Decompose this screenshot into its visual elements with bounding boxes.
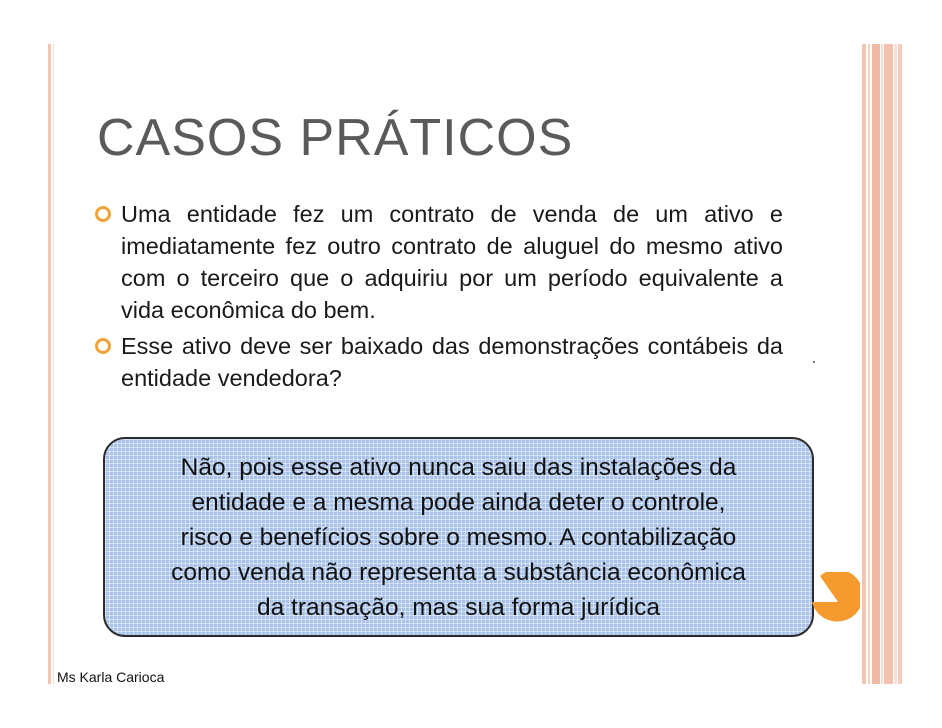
pie-slice-icon <box>808 572 860 624</box>
answer-callout <box>103 437 814 637</box>
left-decor-stripe-thin <box>53 44 54 684</box>
hollow-circle-icon <box>95 338 111 354</box>
bullet-text: Esse ativo deve ser baixado das demonstrações contábeis da entidade vendedora? <box>121 333 783 391</box>
bullet-item <box>93 330 783 394</box>
bullet-list <box>93 198 783 398</box>
right-decor-stripes <box>862 44 910 684</box>
bullet-item <box>93 198 783 326</box>
slide-title: CASOS PRÁTICOS <box>97 109 574 167</box>
answer-line: da transação, mas sua forma jurídica <box>256 593 661 621</box>
answer-text <box>105 450 812 625</box>
answer-line: entidade e a mesma pode ainda deter o controle, <box>191 488 726 516</box>
hollow-circle-icon <box>95 206 111 222</box>
answer-line: Não, pois esse ativo nunca saiu das instalações da <box>180 453 737 481</box>
bullet-text: Uma entidade fez um contrato de venda de um ativo e imediatamente fez outro contrato de aluguel do mesmo ativo com o terceiro que o adquiriu por um período equivalente a vida econômica do bem. <box>121 201 783 323</box>
footer-author: Ms Karla Carioca <box>57 669 165 685</box>
answer-line: como venda não representa a substância econômica <box>171 558 746 586</box>
stray-dot <box>813 361 815 363</box>
answer-line: risco e benefícios sobre o mesmo. A contabilização <box>180 523 737 551</box>
left-decor-stripe <box>48 44 51 684</box>
